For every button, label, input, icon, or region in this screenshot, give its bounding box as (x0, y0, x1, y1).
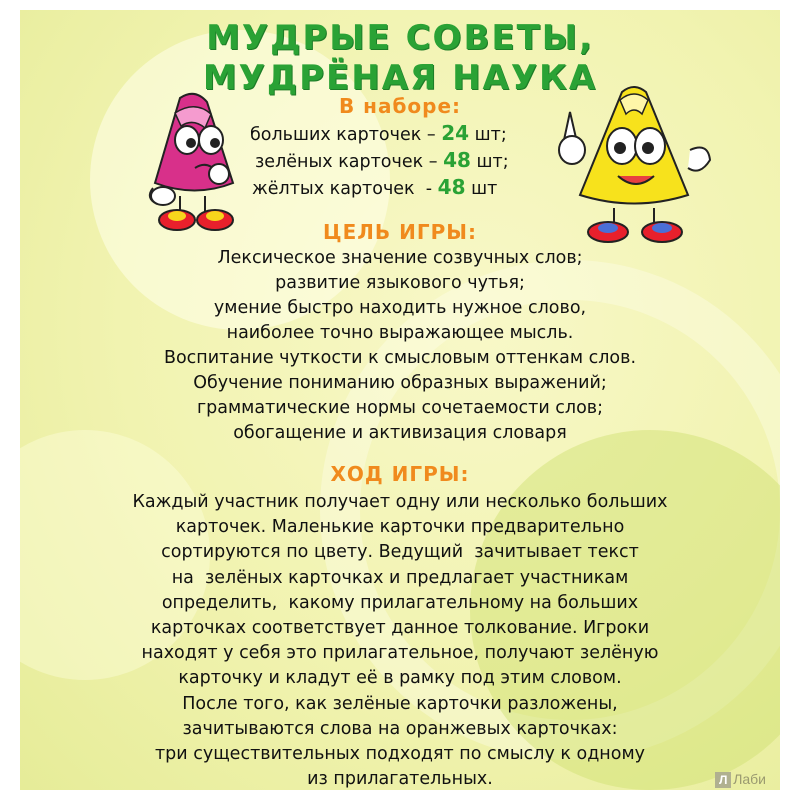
watermark (715, 771, 766, 788)
goal-text (20, 246, 780, 446)
rules-line: карточках соответствует данное толкование. Игроки (150, 617, 650, 638)
watermark-text: Лаби (733, 771, 766, 787)
rules-line: сортируются по цвету. Ведущий зачитывает текст (161, 542, 639, 563)
kit-item-unit: шт (471, 179, 498, 199)
kit-item-label: зелёных карточек – (255, 152, 438, 172)
rules-line: находят у себя это прилагательное, получают зелёную (141, 643, 659, 664)
goal-line: Воспитание чуткости к смысловым оттенкам слов. (163, 348, 637, 368)
goal-line: грамматические нормы сочетаемости слов; (196, 398, 604, 418)
kit-item-unit: шт; (476, 152, 509, 172)
rules-line: карточек. Маленькие карточки предварительно (175, 517, 625, 538)
rules-heading: ХОД ИГРЫ: (330, 462, 470, 486)
kit-list (250, 120, 550, 201)
kit-item-count: 48 (443, 148, 471, 172)
rules-line: определить, какому прилагательному на больших (161, 592, 639, 613)
kit-item-label: жёлтых карточек - (252, 179, 433, 199)
labirint-logo-icon: Л (715, 772, 731, 788)
kit-heading: В наборе: (338, 94, 462, 118)
goal-line: Лексическое значение созвучных слов; (217, 248, 583, 268)
kit-item (250, 120, 550, 147)
kit-item-count: 24 (441, 121, 470, 145)
rules-line: на зелёных карточках и предлагает участникам (171, 567, 629, 588)
rules-line: из прилагательных. (307, 769, 493, 790)
title-line-2: МУДРЁНАЯ НАУКА (202, 58, 598, 98)
rules-line: зачитываются слова на оранжевых карточках: (182, 718, 618, 739)
goal-line: развитие языкового чутья; (275, 273, 525, 293)
goal-line: обогащение и активизация словаря (233, 423, 567, 443)
goal-line: умение быстро находить нужное слово, (213, 298, 587, 318)
goal-line: Обучение пониманию образных выражений; (193, 373, 607, 393)
game-rules-card (20, 10, 780, 790)
goal-line: наиболее точно выражающее мысль. (226, 323, 574, 343)
goal-heading: ЦЕЛЬ ИГРЫ: (323, 220, 477, 244)
rules-line: После того, как зелёные карточки разложены, (182, 693, 618, 714)
kit-item (250, 174, 550, 201)
kit-item-label: больших карточек – (250, 125, 436, 145)
kit-item (250, 147, 550, 174)
rules-line: три существительных подходят по смыслу к одному (154, 743, 646, 764)
title-line-1: МУДРЫЕ СОВЕТЫ, (206, 18, 594, 58)
rules-text (20, 490, 780, 790)
kit-item-unit: шт; (474, 125, 507, 145)
rules-line: карточку и кладут её в рамку под этим словом. (178, 668, 622, 689)
kit-item-count: 48 (437, 175, 466, 199)
rules-line: Каждый участник получает одну или несколько больших (132, 492, 668, 512)
